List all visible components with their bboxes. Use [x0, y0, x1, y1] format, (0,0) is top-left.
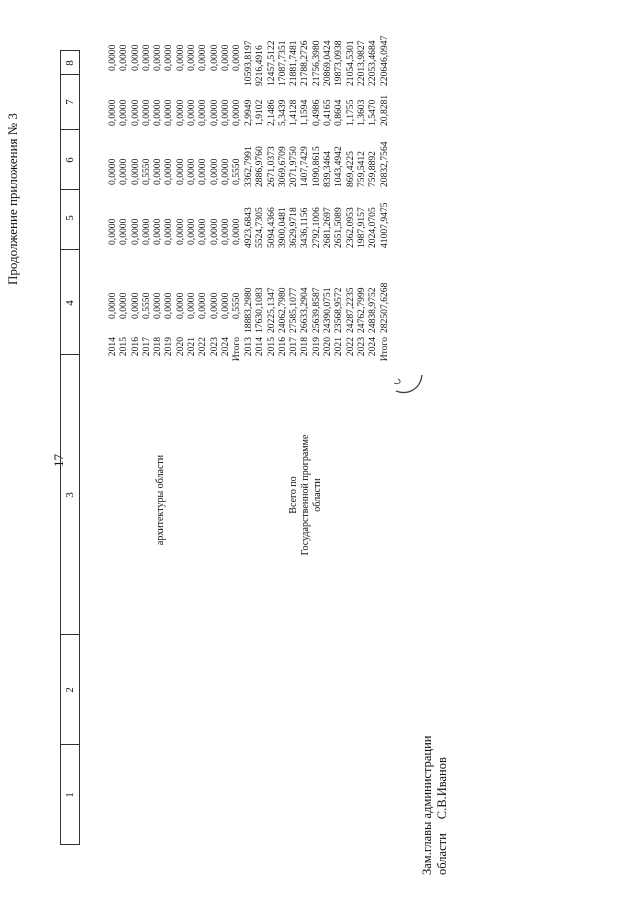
value-cell: 17087,7351: [276, 40, 288, 86]
year-cell: 2019: [163, 337, 175, 357]
value-cell: 2681,2697: [322, 207, 334, 248]
value-cell: 0,0000: [140, 218, 152, 245]
value-cell: 0,0000: [208, 99, 220, 126]
value-cell: 0,0000: [129, 292, 141, 319]
value-cell: 2792,1006: [310, 207, 322, 248]
value-cell: 0,0000: [107, 99, 118, 126]
signature-position: Зам.главы администрации: [420, 735, 434, 875]
value-cell: 0,0000: [129, 99, 141, 126]
signature-block: [420, 736, 450, 875]
value-cell: 20832,7564: [378, 141, 390, 187]
column-divider: [60, 249, 80, 250]
value-cell: 1043,4942: [333, 146, 345, 187]
value-cell: 0,5550: [231, 158, 243, 185]
value-cell: 0,0000: [163, 158, 175, 185]
year-cell: 2023: [355, 337, 367, 357]
value-cell: 0,0000: [152, 218, 164, 245]
value-cell: 869,4225: [344, 151, 356, 187]
value-cell: 0,5550: [140, 292, 152, 319]
value-cell: 25639,8587: [310, 287, 322, 333]
value-cell: 21756,3980: [310, 40, 322, 86]
block2-col8: [243, 36, 390, 86]
value-cell: 0,0000: [174, 99, 186, 126]
year-cell: 2014: [254, 337, 266, 357]
year-cell: 2021: [333, 337, 345, 357]
value-cell: 0,0000: [231, 218, 243, 245]
value-cell: 3900,0481: [276, 207, 288, 248]
value-cell: 0,0000: [186, 99, 198, 126]
signature-name: С.В.Иванов: [435, 757, 449, 820]
year-cell: 2016: [276, 337, 288, 357]
year-cell: 2024: [219, 337, 231, 357]
block2-col6: [243, 141, 390, 187]
value-cell: 26633,2904: [299, 287, 311, 333]
value-cell: 0,0000: [107, 292, 118, 319]
column-divider: [60, 129, 80, 130]
value-cell: 24390,0751: [322, 287, 334, 333]
value-cell: 0,5550: [140, 158, 152, 185]
value-cell: 0,0000: [118, 158, 130, 185]
year-cell: 2024: [367, 337, 379, 357]
value-cell: 0,0000: [118, 218, 130, 245]
value-cell: 20,8281: [378, 94, 390, 126]
value-cell: 2024,0705: [367, 207, 379, 248]
value-cell: 839,3464: [322, 151, 334, 187]
value-cell: 0,8604: [333, 99, 345, 126]
value-cell: 9216,4916: [254, 45, 266, 86]
value-cell: 21881,7481: [288, 40, 300, 86]
value-cell: 0,0000: [118, 292, 130, 319]
block2-years: [243, 337, 390, 365]
value-cell: 0,0000: [140, 44, 152, 71]
value-cell: 0,0000: [163, 44, 175, 71]
value-cell: 0,0000: [163, 292, 175, 319]
value-cell: 2071,9750: [288, 146, 300, 187]
value-cell: 20869,0424: [322, 40, 334, 86]
value-cell: 1,5470: [367, 99, 379, 126]
year-cell: 2020: [322, 337, 334, 357]
page-number: 17: [51, 454, 66, 467]
value-cell: 12457,5122: [265, 40, 277, 86]
value-cell: 0,0000: [174, 158, 186, 185]
value-cell: 2886,9760: [254, 146, 266, 187]
rotated-sheet: [0, 15, 640, 875]
value-cell: 0,0000: [152, 99, 164, 126]
value-cell: 1,4128: [288, 99, 300, 126]
value-cell: 0,0000: [219, 99, 231, 126]
value-cell: 27585,1077: [288, 287, 300, 333]
column-divider: [60, 189, 80, 190]
year-cell: 2022: [344, 337, 356, 357]
value-cell: 5524,7305: [254, 207, 266, 248]
value-cell: 0,0000: [197, 44, 209, 71]
value-cell: 0,0000: [219, 44, 231, 71]
value-cell: 4923,6843: [243, 207, 254, 248]
year-cell: 2022: [197, 337, 209, 357]
value-cell: 0,0000: [152, 292, 164, 319]
block1-name: архитектуры области: [155, 454, 166, 546]
block1-col4: [107, 293, 243, 319]
value-cell: 0,0000: [129, 158, 141, 185]
value-cell: 22013,9827: [355, 40, 367, 86]
value-cell: 22053,4684: [367, 40, 379, 86]
value-cell: 1407,7429: [299, 146, 311, 187]
value-cell: 759,5412: [355, 151, 367, 187]
value-cell: 0,0000: [118, 99, 130, 126]
value-cell: 1,1755: [344, 99, 356, 126]
column-number-5: 5: [64, 215, 76, 221]
year-cell: 2015: [118, 337, 130, 357]
block1-col7: [107, 100, 243, 126]
value-cell: 5,3439: [276, 99, 288, 126]
value-cell: 0,0000: [174, 44, 186, 71]
value-cell: 0,4165: [322, 99, 334, 126]
value-cell: 0,0000: [152, 158, 164, 185]
value-cell: 0,0000: [129, 218, 141, 245]
value-cell: 17630,1083: [254, 287, 266, 333]
value-cell: 2,9949: [243, 99, 254, 126]
column-divider: [60, 354, 80, 355]
value-cell: 0,0000: [197, 158, 209, 185]
block1-years: [107, 337, 243, 365]
value-cell: 0,0000: [219, 158, 231, 185]
value-cell: 23568,9572: [333, 287, 345, 333]
year-cell: 2019: [310, 337, 322, 357]
year-cell: 2017: [288, 337, 300, 357]
value-cell: 0,0000: [129, 44, 141, 71]
block2-name: [288, 400, 324, 590]
year-cell: 2017: [140, 337, 152, 357]
value-cell: 24287,2235: [344, 287, 356, 333]
value-cell: 0,0000: [208, 158, 220, 185]
value-cell: 24762,7999: [355, 287, 367, 333]
column-number-7: 7: [64, 99, 76, 105]
value-cell: 10593,8197: [243, 40, 254, 86]
value-cell: 0,0000: [152, 44, 164, 71]
block2-name-line: области: [312, 478, 323, 512]
column-number-2: 2: [64, 687, 76, 693]
value-cell: 0,0000: [174, 292, 186, 319]
value-cell: 24062,7980: [276, 287, 288, 333]
value-cell: 21788,2726: [299, 40, 311, 86]
column-number-4: 4: [64, 300, 76, 306]
value-cell: 3436,1156: [299, 207, 311, 248]
column-number-3: 3: [64, 492, 76, 498]
value-cell: 0,0000: [163, 99, 175, 126]
value-cell: 0,0000: [107, 44, 118, 71]
value-cell: 0,0000: [107, 158, 118, 185]
value-cell: 3629,9718: [288, 207, 300, 248]
value-cell: 0,0000: [118, 44, 130, 71]
value-cell: 21054,5301: [344, 40, 356, 86]
value-cell: 0,0000: [208, 292, 220, 319]
value-cell: 0,0000: [208, 44, 220, 71]
signature-org: области: [435, 833, 449, 875]
column-number-1: 1: [64, 792, 76, 798]
block2-col7: [243, 95, 390, 126]
block2-name-line: Всего по: [288, 476, 299, 514]
column-divider: [60, 634, 80, 635]
value-cell: 220646,0947: [378, 35, 390, 86]
value-cell: 0,0000: [219, 292, 231, 319]
year-cell: 2014: [107, 337, 118, 357]
block1-col5: [107, 219, 243, 245]
value-cell: 0,5550: [231, 292, 243, 319]
value-cell: 282507,6268: [378, 282, 390, 333]
value-cell: 0,4986: [310, 99, 322, 126]
value-cell: 0,0000: [197, 292, 209, 319]
value-cell: 1,3603: [355, 99, 367, 126]
year-cell: Итого: [231, 337, 243, 362]
value-cell: 0,0000: [186, 44, 198, 71]
continuation-title: Продолжение приложения № 3: [5, 113, 20, 285]
year-cell: 2018: [299, 337, 311, 357]
value-cell: 41007,9475: [378, 202, 390, 248]
value-cell: 0,0000: [208, 218, 220, 245]
value-cell: 24838,9752: [367, 287, 379, 333]
column-divider: [60, 744, 80, 745]
value-cell: 5094,4366: [265, 207, 277, 248]
value-cell: 0,0000: [140, 99, 152, 126]
block2-name-line: Государственной программе: [300, 434, 311, 556]
value-cell: 3362,7991: [243, 146, 254, 187]
column-number-8: 8: [64, 60, 76, 66]
block2-col5: [243, 202, 390, 248]
value-cell: 2362,0953: [344, 207, 356, 248]
value-cell: 0,0000: [219, 218, 231, 245]
value-cell: 2671,0373: [265, 146, 277, 187]
year-cell: 2018: [152, 337, 164, 357]
value-cell: 1,9102: [254, 99, 266, 126]
year-cell: 2013: [243, 337, 254, 357]
signature-line: [435, 736, 450, 875]
value-cell: 0,0000: [197, 218, 209, 245]
year-cell: 2016: [129, 337, 141, 357]
column-number-6: 6: [64, 157, 76, 163]
year-cell: 2021: [186, 337, 198, 357]
value-cell: 18883,2980: [243, 287, 254, 333]
block1-col8: [107, 45, 243, 71]
year-cell: 2023: [208, 337, 220, 357]
value-cell: 0,0000: [197, 99, 209, 126]
value-cell: 0,0000: [231, 99, 243, 126]
year-cell: Итого: [378, 337, 390, 362]
value-cell: 1,1594: [299, 99, 311, 126]
pen-mark: [392, 357, 432, 397]
value-cell: 0,0000: [163, 218, 175, 245]
value-cell: 0,0000: [186, 158, 198, 185]
block2-col4: [243, 283, 390, 333]
value-cell: 19873,0938: [333, 40, 345, 86]
value-cell: 20225,1347: [265, 287, 277, 333]
value-cell: 759,8892: [367, 151, 379, 187]
value-cell: 2651,5089: [333, 207, 345, 248]
value-cell: 0,0000: [107, 218, 118, 245]
value-cell: 3069,6709: [276, 146, 288, 187]
value-cell: 1090,8615: [310, 146, 322, 187]
value-cell: 2,1486: [265, 99, 277, 126]
year-cell: 2020: [174, 337, 186, 357]
value-cell: 0,0000: [186, 218, 198, 245]
block1-col6: [107, 159, 243, 185]
value-cell: 0,0000: [174, 218, 186, 245]
value-cell: 1987,9157: [355, 207, 367, 248]
value-cell: 0,0000: [186, 292, 198, 319]
year-cell: 2015: [265, 337, 277, 357]
value-cell: 0,0000: [231, 44, 243, 71]
